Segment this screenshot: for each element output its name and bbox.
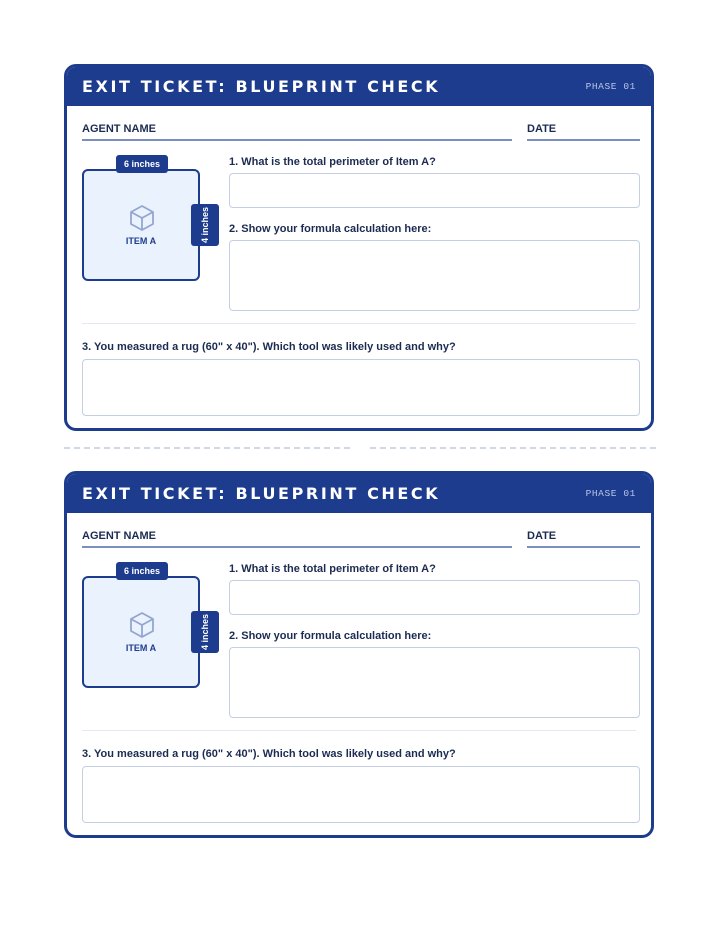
ticket-title: EXIT TICKET: BLUEPRINT CHECK: [82, 77, 441, 96]
section-divider: [82, 323, 636, 324]
agent-name-field[interactable]: [82, 546, 512, 548]
section-divider: [82, 730, 636, 731]
height-dimension-label: [191, 611, 219, 653]
phase-label: PHASE 01: [585, 81, 636, 92]
question-3: 3. You measured a rug (60" x 40"). Which tool was likely used and why?: [82, 748, 456, 760]
answer-2-input[interactable]: [229, 647, 640, 718]
agent-name-label: AGENT NAME: [82, 123, 156, 135]
item-a-diagram: [82, 576, 200, 688]
item-label: ITEM A: [125, 236, 157, 246]
width-dimension-label: 6 inches: [116, 562, 168, 580]
answer-3-input[interactable]: [82, 766, 640, 823]
height-dimension-text: 4 inches: [200, 613, 210, 651]
exit-ticket-1: [64, 64, 654, 431]
date-field[interactable]: [527, 139, 640, 141]
question-1: 1. What is the total perimeter of Item A?: [229, 156, 436, 168]
date-label: DATE: [527, 530, 557, 542]
cut-line-right: [370, 447, 656, 449]
cut-line-left: [64, 447, 350, 449]
question-2: 2. Show your formula calculation here:: [229, 223, 432, 235]
agent-name-label: AGENT NAME: [82, 530, 156, 542]
date-field[interactable]: [527, 546, 640, 548]
question-2: 2. Show your formula calculation here:: [229, 630, 432, 642]
question-3: 3. You measured a rug (60" x 40"). Which tool was likely used and why?: [82, 341, 456, 353]
answer-1-input[interactable]: [229, 173, 640, 208]
date-label: DATE: [527, 123, 557, 135]
height-dimension-label: [191, 204, 219, 246]
question-1: 1. What is the total perimeter of Item A?: [229, 563, 436, 575]
ticket-header: [67, 474, 651, 513]
item-a-diagram: [82, 169, 200, 281]
agent-name-field[interactable]: [82, 139, 512, 141]
answer-2-input[interactable]: [229, 240, 640, 311]
phase-label: PHASE 01: [585, 488, 636, 499]
answer-1-input[interactable]: [229, 580, 640, 615]
answer-3-input[interactable]: [82, 359, 640, 416]
cube-icon: [129, 204, 155, 232]
ticket-title: EXIT TICKET: BLUEPRINT CHECK: [82, 484, 441, 503]
ticket-header: [67, 67, 651, 106]
width-dimension-label: 6 inches: [116, 155, 168, 173]
height-dimension-text: 4 inches: [200, 206, 210, 244]
item-label: ITEM A: [125, 643, 157, 653]
exit-ticket-2: [64, 471, 654, 838]
cube-icon: [129, 611, 155, 639]
